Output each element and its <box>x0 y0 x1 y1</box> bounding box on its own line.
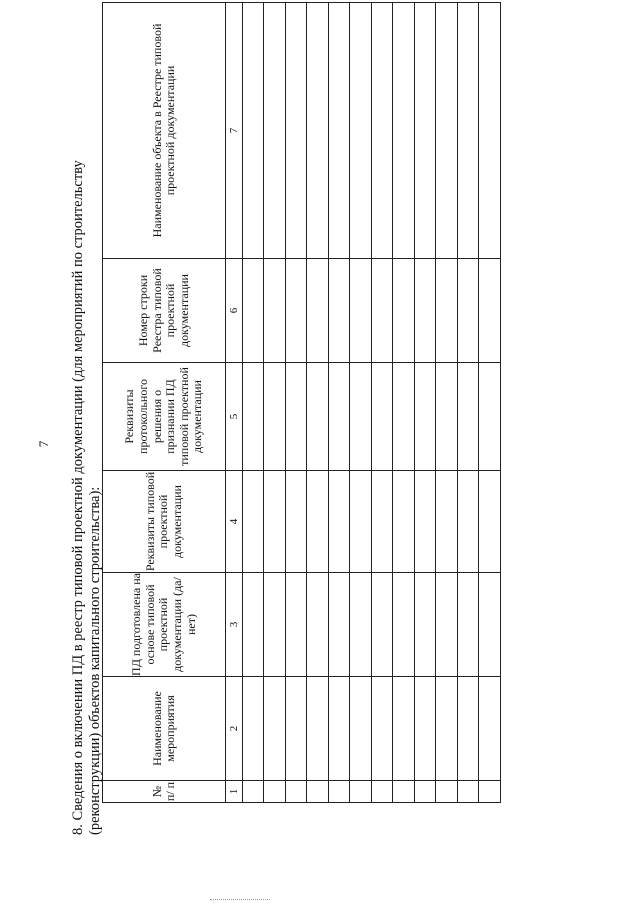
table-cell <box>393 363 415 471</box>
table-cell <box>350 573 372 677</box>
table-cell <box>242 3 264 259</box>
col-header-typical-doc-details: Реквизиты типовой проектной документации <box>103 471 226 573</box>
column-number-row <box>226 3 242 803</box>
heading-line-2: (реконструкции) объектов капитального строительства): <box>87 486 103 835</box>
table-cell <box>479 363 501 471</box>
table-cell <box>328 573 350 677</box>
table-cell <box>242 573 264 677</box>
table-cell <box>350 259 372 363</box>
table-cell <box>350 471 372 573</box>
table-cell <box>242 259 264 363</box>
table-cell <box>307 259 329 363</box>
table-cell <box>479 781 501 803</box>
table-cell <box>285 471 307 573</box>
table-cell <box>264 471 286 573</box>
table-cell <box>285 781 307 803</box>
table-cell <box>328 363 350 471</box>
table-cell <box>350 781 372 803</box>
col-header-object-name: Наименование объекта в Реестре типовой проектной документации <box>103 3 226 259</box>
table-cell <box>328 3 350 259</box>
col-header-based-on-typical: ПД подготовлена на основе типовой проектной документации (да/нет) <box>103 573 226 677</box>
table-cell <box>328 471 350 573</box>
page-number: 7 <box>36 440 51 448</box>
table-cell <box>393 781 415 803</box>
table-cell <box>371 781 393 803</box>
table-cell <box>264 3 286 259</box>
table-cell <box>264 781 286 803</box>
table-cell <box>414 3 436 259</box>
table-row <box>371 3 393 803</box>
table-cell <box>307 573 329 677</box>
col-header-event-name: Наименование мероприятия <box>103 677 226 781</box>
table-cell <box>414 259 436 363</box>
table-cell <box>414 471 436 573</box>
table-cell <box>436 677 458 781</box>
table-cell <box>479 3 501 259</box>
table-cell <box>242 781 264 803</box>
header-row <box>103 3 226 803</box>
table-cell <box>371 363 393 471</box>
table-row <box>457 3 479 803</box>
table-cell <box>264 677 286 781</box>
col-number: 7 <box>226 3 242 259</box>
table-cell <box>371 259 393 363</box>
table-cell <box>242 471 264 573</box>
table-cell <box>371 677 393 781</box>
table-cell <box>350 3 372 259</box>
table-cell <box>371 573 393 677</box>
table-cell <box>371 471 393 573</box>
table-cell <box>264 573 286 677</box>
table-cell <box>457 259 479 363</box>
col-number: 3 <box>226 573 242 677</box>
table-row <box>242 3 264 803</box>
col-number: 2 <box>226 677 242 781</box>
table-cell <box>436 781 458 803</box>
table-cell <box>479 259 501 363</box>
table-cell <box>328 781 350 803</box>
table-cell <box>479 677 501 781</box>
table-cell <box>307 471 329 573</box>
table-cell <box>436 471 458 573</box>
table-cell <box>393 677 415 781</box>
col-header-index: № п/ п <box>103 781 226 803</box>
table-cell <box>307 677 329 781</box>
table-row <box>479 3 501 803</box>
table-cell <box>307 363 329 471</box>
registry-table <box>102 2 501 803</box>
table-cell <box>242 363 264 471</box>
table-row <box>436 3 458 803</box>
table-row <box>393 3 415 803</box>
footer-dotted-line <box>210 899 270 901</box>
table-cell <box>436 3 458 259</box>
table-cell <box>457 677 479 781</box>
col-header-protocol-details: Реквизиты протокольного решения о признании ПД типовой проектной документации <box>103 363 226 471</box>
col-number: 1 <box>226 781 242 803</box>
table-cell <box>285 259 307 363</box>
table-cell <box>371 3 393 259</box>
table-cell <box>285 3 307 259</box>
col-header-registry-row-number: Номер строки Реестра типовой проектной документации <box>103 259 226 363</box>
table-cell <box>414 781 436 803</box>
table-cell <box>264 363 286 471</box>
table-cell <box>307 781 329 803</box>
table-row <box>414 3 436 803</box>
table-cell <box>285 573 307 677</box>
table-cell <box>414 677 436 781</box>
table-cell <box>414 363 436 471</box>
table-cell <box>242 677 264 781</box>
table-cell <box>307 3 329 259</box>
table-cell <box>350 677 372 781</box>
table-row <box>350 3 372 803</box>
table-row <box>307 3 329 803</box>
table-cell <box>414 573 436 677</box>
table-cell <box>350 363 372 471</box>
table-cell <box>436 573 458 677</box>
table-cell <box>457 3 479 259</box>
table-cell <box>457 573 479 677</box>
table-cell <box>436 363 458 471</box>
table-cell <box>457 363 479 471</box>
table-cell <box>479 471 501 573</box>
table-row <box>328 3 350 803</box>
table-row <box>285 3 307 803</box>
table-cell <box>393 573 415 677</box>
table-cell <box>393 471 415 573</box>
table-cell <box>285 363 307 471</box>
col-number: 6 <box>226 259 242 363</box>
table-cell <box>328 259 350 363</box>
col-number: 5 <box>226 363 242 471</box>
table-row <box>264 3 286 803</box>
table-cell <box>285 677 307 781</box>
landscape-content <box>70 23 480 835</box>
table-cell <box>479 573 501 677</box>
table-cell <box>328 677 350 781</box>
table-cell <box>457 471 479 573</box>
table-cell <box>393 259 415 363</box>
table-cell <box>264 259 286 363</box>
section-heading <box>70 35 106 835</box>
empty-rows <box>242 3 500 803</box>
table-cell <box>457 781 479 803</box>
table-cell <box>393 3 415 259</box>
heading-line-1: 8. Сведения о включении ПД в реестр типовой проектной документации (для мероприятий по строительству <box>70 160 86 835</box>
col-number: 4 <box>226 471 242 573</box>
table-cell <box>436 259 458 363</box>
